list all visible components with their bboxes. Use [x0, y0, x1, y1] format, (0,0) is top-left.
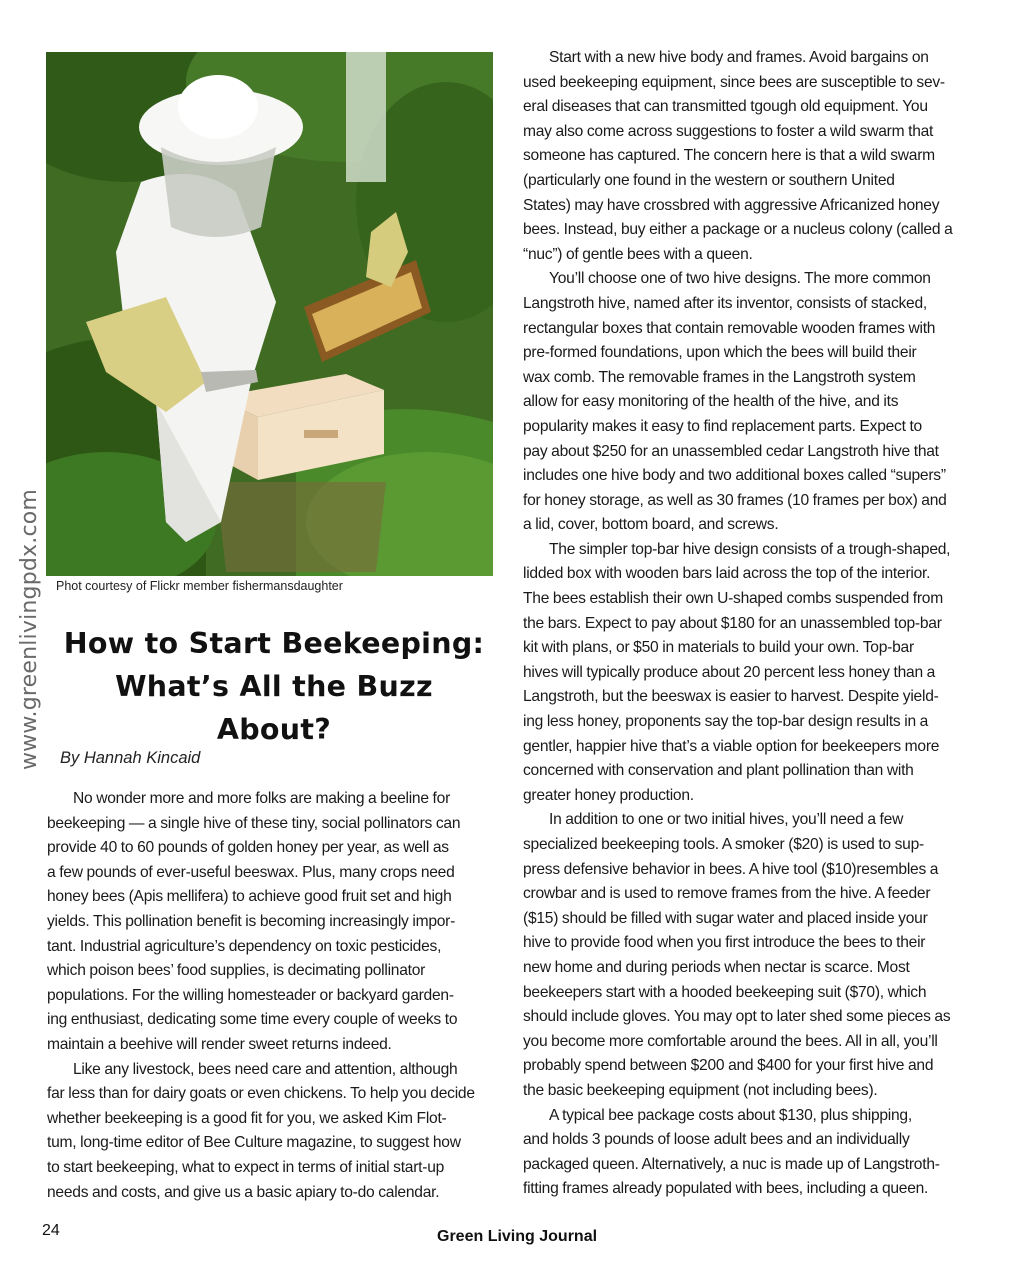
- text-line: used beekeeping equipment, since bees are susceptible to sev-: [523, 73, 945, 91]
- text-line: whether beekeeping is a good fit for you, we asked Kim Flot-: [47, 1109, 447, 1127]
- text-line: In addition to one or two initial hives, you’ll need a few: [549, 811, 904, 829]
- text-line: A typical bee package costs about $130, plus shipping,: [549, 1106, 912, 1124]
- text-line: press defensive behavior in bees. A hive tool ($10)resembles a: [523, 860, 939, 878]
- text-line: concerned with conservation and plant pollination than with: [523, 762, 914, 780]
- title-line: How to Start Beekeeping:: [63, 627, 485, 660]
- text-line: gentler, happier hive that’s a viable option for beekeepers more: [523, 737, 940, 755]
- text-line: ing less honey, proponents say the top-bar design results in a: [523, 713, 929, 731]
- text-line: ($15) should be filled with sugar water and placed inside your: [523, 909, 928, 927]
- text-line: popularity makes it easy to find replacement parts. Expect to: [523, 417, 922, 435]
- text-line: rectangular boxes that contain removable wooden frames with: [523, 319, 936, 337]
- text-line: allow for easy monitoring of the health of the hive, and its: [523, 393, 899, 411]
- text-line: Langstroth, but the beeswax is easier to harvest. Despite yield-: [523, 688, 939, 706]
- title-line: About?: [216, 713, 332, 746]
- text-line: hives will typically produce about 20 percent less honey than a: [523, 663, 936, 681]
- text-line: eral diseases that can transmitted tgough old equipment. You: [523, 98, 928, 116]
- text-line: The bees establish their own U-shaped combs suspended from: [523, 590, 943, 608]
- text-line: which poison bees’ food supplies, is decimating pollinator: [47, 962, 426, 980]
- text-line: a lid, cover, bottom board, and screws.: [523, 516, 779, 534]
- text-line: maintain a beehive will render sweet returns indeed.: [47, 1035, 392, 1053]
- text-line: new home and during periods when nectar is scarce. Most: [523, 958, 910, 976]
- text-line: pay about $250 for an unassembled cedar Langstroth hive that: [523, 442, 939, 460]
- text-line: someone has captured. The concern here is that a wild swarm: [523, 147, 935, 165]
- text-line: greater honey production.: [523, 786, 694, 804]
- byline: By Hannah Kincaid: [60, 749, 201, 767]
- text-line: far less than for dairy goats or even chickens. To help you decide: [47, 1085, 475, 1103]
- article-title: [46, 622, 502, 751]
- text-line: Start with a new hive body and frames. Avoid bargains on: [549, 49, 929, 66]
- text-line: ing enthusiast, dedicating some time every couple of weeks to: [47, 1011, 458, 1029]
- text-line: the basic beekeeping equipment (not including bees).: [523, 1081, 878, 1099]
- text-line: to start beekeeping, what to expect in terms of initial start-up: [47, 1158, 445, 1176]
- text-line: fitting frames already populated with bees, including a queen.: [523, 1180, 929, 1198]
- photo-caption: Phot courtesy of Flickr member fishermansdaughter: [56, 579, 343, 593]
- text-line: probably spend between $200 and $400 for your first hive and: [523, 1057, 934, 1075]
- text-line: populations. For the willing homesteader or backyard garden-: [47, 986, 454, 1004]
- text-line: packaged queen. Alternatively, a nuc is made up of Langstroth-: [523, 1155, 940, 1173]
- text-line: beekeeping — a single hive of these tiny, social pollinators can: [47, 814, 461, 832]
- text-line: includes one hive body and two additional boxes called “supers”: [523, 467, 946, 485]
- text-line: No wonder more and more folks are making a beeline for: [73, 790, 451, 807]
- text-line: kit with plans, or $50 in materials to build your own. Top-bar: [523, 639, 914, 657]
- text-line: pre-formed foundations, upon which the bees will build their: [523, 344, 917, 362]
- page-number: 24: [42, 1222, 60, 1239]
- text-line: tant. Industrial agriculture’s dependency on toxic pesticides,: [47, 937, 442, 955]
- title-line: What’s All the Buzz: [115, 670, 433, 703]
- text-line: The simpler top-bar hive design consists of a trough-shaped,: [549, 540, 951, 558]
- text-line: “nuc”) of gentle bees with a queen.: [523, 245, 753, 263]
- text-line: should include gloves. You may opt to later shed some pieces as: [523, 1008, 951, 1026]
- text-line: You’ll choose one of two hive designs. The more common: [549, 270, 931, 288]
- text-line: and holds 3 pounds of loose adult bees and an individually: [523, 1131, 910, 1149]
- text-line: Like any livestock, bees need care and attention, although: [73, 1060, 458, 1078]
- text-line: States) may have crossbred with aggressive Africanized honey: [523, 196, 940, 214]
- right-column-text: [523, 46, 983, 1202]
- text-line: tum, long-time editor of Bee Culture magazine, to suggest how: [47, 1134, 461, 1152]
- text-line: you become more comfortable around the bees. All in all, you’ll: [523, 1032, 938, 1050]
- side-url: [14, 488, 46, 770]
- text-line: may also come across suggestions to foster a wild swarm that: [523, 122, 934, 140]
- text-line: honey bees (Apis mellifera) to achieve good fruit set and high: [47, 888, 452, 906]
- text-line: lidded box with wooden bars laid across the top of the interior.: [523, 565, 931, 583]
- text-line: specialized beekeeping tools. A smoker ($20) is used to sup-: [523, 836, 924, 853]
- publication-name: Green Living Journal: [437, 1228, 598, 1245]
- text-line: the bars. Expect to pay about $180 for an unassembled top-bar: [523, 614, 942, 632]
- text-line: a few pounds of ever-useful beeswax. Plus, many crops need: [47, 863, 455, 881]
- text-line: (particularly one found in the western or southern United: [523, 171, 895, 189]
- text-line: wax comb. The removable frames in the Langstroth system: [523, 368, 916, 386]
- beekeeper-illustration: [46, 52, 493, 576]
- text-line: bees. Instead, buy either a package or a nucleus colony (called a: [523, 221, 953, 239]
- text-line: yields. This pollination benefit is becoming increasingly impor-: [47, 912, 456, 930]
- text-line: provide 40 to 60 pounds of golden honey per year, as well as: [47, 839, 449, 857]
- text-line: needs and costs, and give us a basic apiary to-do calendar.: [47, 1183, 440, 1201]
- text-line: beekeepers start with a hooded beekeeping suit ($70), which: [523, 983, 927, 1001]
- text-line: for honey storage, as well as 30 frames (10 frames per box) and: [523, 491, 947, 509]
- text-line: hive to provide food when you first introduce the bees to their: [523, 934, 926, 952]
- text-line: crowbar and is used to remove frames from the hive. A feeder: [523, 885, 931, 903]
- side-url-text: www.greenlivingpdx.com: [17, 488, 43, 770]
- text-line: Langstroth hive, named after its inventor, consists of stacked,: [523, 294, 927, 312]
- left-column-text: [47, 787, 503, 1205]
- beekeeper-photo: [46, 52, 493, 576]
